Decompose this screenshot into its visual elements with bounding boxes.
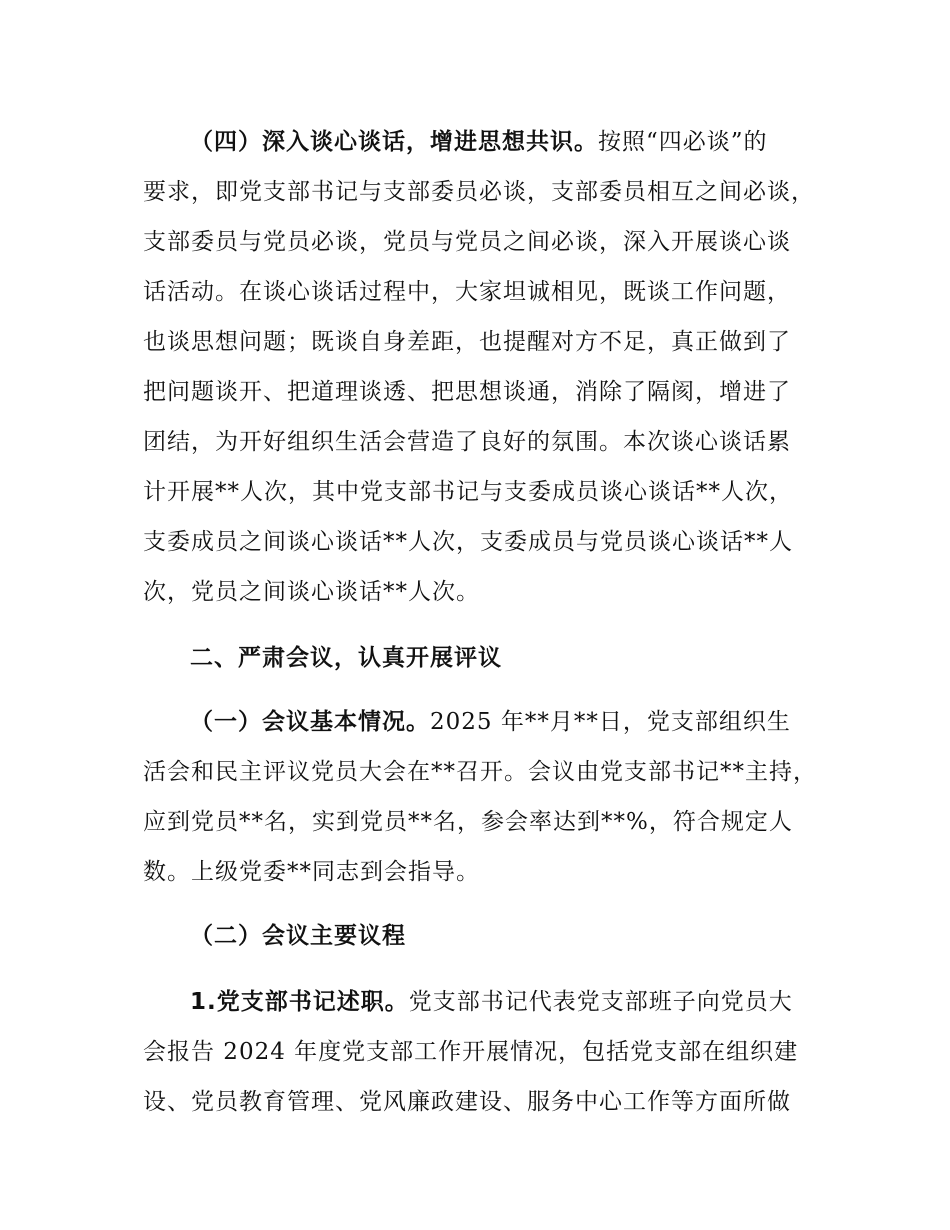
paragraph-line: 把问题谈开、把道理谈透、把思想谈通，消除了隔阂，增进了	[143, 379, 791, 405]
paragraph-line: 也谈思想问题；既谈自身差距，也提醒对方不足，真正做到了	[143, 329, 791, 355]
paragraph-text: 2025 年**月**日，党支部组织生	[430, 709, 791, 735]
paragraph-text: 按照“四必谈”的	[598, 129, 768, 155]
paragraph-line	[190, 702, 791, 742]
paragraph-line: 应到党员**名，实到党员**名，参会率达到**%，符合规定人	[143, 809, 793, 835]
section-heading: （四）深入谈心谈话，增进思想共识。	[190, 129, 598, 155]
subsection-heading: （一）会议基本情况。	[190, 709, 430, 735]
part-heading: 二、严肃会议，认真开展评议	[190, 645, 502, 671]
paragraph-line	[190, 982, 793, 1022]
paragraph-line: 团结，为开好组织生活会营造了良好的氛围。本次谈心谈话累	[143, 429, 791, 455]
item-heading: 1.党支部书记述职。	[190, 989, 409, 1015]
paragraph-line: 会报告 2024 年度党支部工作开展情况，包括党支部在组织建	[143, 1039, 799, 1065]
paragraph-text: 党支部书记代表党支部班子向党员大	[408, 989, 793, 1015]
subsection-heading: （二）会议主要议程	[190, 923, 406, 949]
paragraph-line: 数。上级党委**同志到会指导。	[143, 859, 480, 885]
paragraph-line	[190, 122, 768, 162]
paragraph-line: 次，党员之间谈心谈话**人次。	[143, 579, 480, 605]
paragraph-line: 支部委员与党员必谈，党员与党员之间必谈，深入开展谈心谈	[143, 229, 791, 255]
paragraph-line: 设、党员教育管理、党风廉政建设、服务中心工作等方面所做	[143, 1089, 791, 1115]
paragraph-line: 支委成员之间谈心谈话**人次，支委成员与党员谈心谈话**人	[143, 529, 793, 555]
paragraph-line: 计开展**人次，其中党支部书记与支委成员谈心谈话**人次，	[143, 479, 793, 505]
paragraph-line: 话活动。在谈心谈话过程中，大家坦诚相见，既谈工作问题，	[143, 279, 791, 305]
paragraph-line: 要求，即党支部书记与支部委员必谈，支部委员相互之间必谈，	[143, 179, 815, 205]
paragraph-line: 活会和民主评议党员大会在**召开。会议由党支部书记**主持，	[143, 759, 817, 785]
